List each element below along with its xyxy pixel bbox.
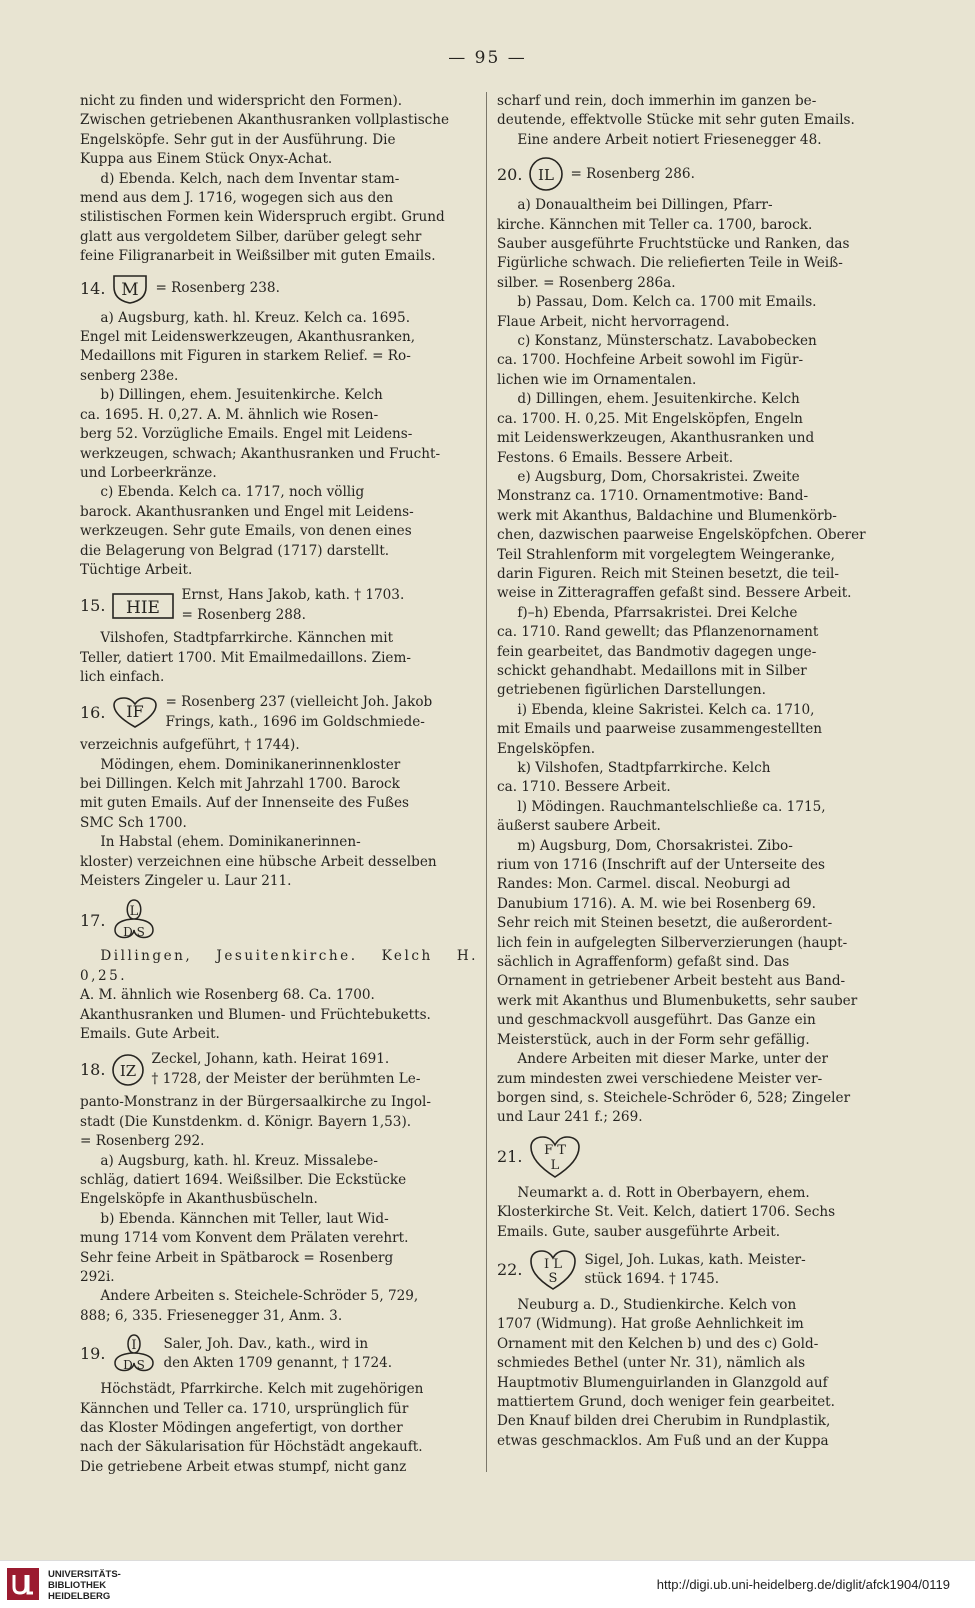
text-line: Teil Strahlenform mit vorgelegtem Weingeranke, [497, 546, 835, 563]
text-line: bei Dillingen. Kelch mit Jahrzahl 1700. Barock [80, 776, 400, 792]
hallmark-entry-16 [80, 693, 478, 732]
entry-number: 19. [80, 1344, 106, 1364]
text-line: werkzeugen. Sehr gute Emails, von denen eines [80, 523, 412, 540]
text-line: Emails. Gute Arbeit. [80, 1026, 220, 1043]
hallmark-entry-15 [80, 586, 478, 625]
text-line: ca. 1700. H. 0,25. Mit Engelsköpfen, Engeln [497, 410, 803, 427]
entry-number: 18. [80, 1060, 106, 1080]
text-line: m) Augsburg, Dom, Chorsakristei. Zibo- [517, 837, 793, 854]
text-line: Sehr reich mit Steinen besetzt, die außerordent- [497, 915, 833, 932]
text-line: Monstranz ca. 1710. Ornamentmotive: Band- [497, 488, 809, 505]
text-line: darin Figuren. Reich mit Steinen besetzt, die teil- [497, 565, 839, 582]
hallmark-letters: L [551, 1157, 560, 1173]
text-line: Ornament mit den Kelchen b) und des c) Gold- [497, 1335, 819, 1352]
text-line: deutende, effektvolle Stücke mit sehr guten Emails. [497, 112, 855, 129]
hallmark-heart-icon [111, 696, 159, 730]
text-line: Sauber ausgeführte Fruchtstücke und Ranken, das [497, 236, 850, 253]
source-url-link[interactable]: http://digi.ub.uni-heidelberg.de/diglit/afck1904/0119 [656, 1577, 950, 1592]
text-line: die Belagerung von Belgrad (1717) darstellt. [80, 542, 390, 559]
text-line: stadt (Die Kunstdenkm. d. Königr. Bayern 1,53). [80, 1113, 412, 1130]
hallmark-cloverleaf-icon [111, 1332, 157, 1376]
hallmark-letters: I L [544, 1256, 563, 1272]
text-line: barock. Akanthusranken und Engel mit Leidens- [80, 503, 414, 520]
text-line: k) Vilshofen, Stadtpfarrkirche. Kelch [517, 760, 771, 776]
text-line: sächlich in Agraffenform) gefaßt sind. Das [497, 954, 790, 971]
entry-reference: = Rosenberg 286. [570, 165, 695, 182]
hallmark-letters: HIE [126, 597, 161, 618]
entry-master-note: stück 1694. † 1745. [584, 1270, 720, 1287]
hallmark-letters: D S [123, 925, 146, 940]
hallmark-entry-18 [80, 1050, 478, 1089]
hallmark-letters: IL [538, 166, 555, 185]
entry-number: 21. [497, 1147, 523, 1167]
hallmark-circle-icon [111, 1053, 145, 1087]
text-line: etwas geschmacklos. Am Fuß und an der Kuppa [497, 1432, 829, 1449]
text-line: In Habstal (ehem. Dominikanerinnen- [100, 834, 361, 851]
entry-master-note: † 1728, der Meister der berühmten Le- [151, 1070, 421, 1087]
text-line: werk mit Akanthus, Baldachine und Blumenkörb- [497, 507, 837, 524]
text-line: schickt gehandhabt. Medaillons mit in Silber [497, 662, 807, 679]
viewer-footer [0, 1560, 975, 1608]
hallmark-heart-icon [528, 1248, 578, 1292]
text-line: borgen sind, s. Steichele-Schröder 6, 528; Zingeler [497, 1089, 851, 1106]
text-line: Klosterkirche St. Veit. Kelch, datiert 1706. Sechs [497, 1204, 836, 1221]
hallmark-entry-22 [497, 1248, 897, 1292]
text-line: c) Ebenda. Kelch ca. 1717, noch völlig [100, 484, 365, 501]
text-line: Neumarkt a. d. Rott in Oberbayern, ehem. [517, 1184, 810, 1201]
text-line: c) Konstanz, Münsterschatz. Lavabobecken [517, 333, 817, 350]
text-line: a) Donaualtheim bei Dillingen, Pfarr- [517, 197, 773, 214]
text-line: und geschmackvoll ausgeführt. Das Ganze ein [497, 1012, 816, 1029]
text-line: fein gearbeitet, das Bandmotiv dagegen unge- [497, 643, 817, 660]
text-line: Kännchen und Teller ca. 1710, ursprünglich für [80, 1400, 409, 1417]
text-line: Figürliche schwach. Die reliefierten Teile in Weiß- [497, 255, 843, 272]
entry-number: 17. [80, 910, 106, 930]
text-line: l) Mödingen. Rauchmantelschließe ca. 1715, [517, 798, 826, 815]
text-line: kloster) verzeichnen eine hübsche Arbeit desselben [80, 853, 437, 870]
text-line: mit Emails und paarweise zusammengestellten [497, 721, 823, 738]
text-line: werkzeugen, schwach; Akanthusranken und Frucht- [80, 445, 441, 462]
text-line: verzeichnis aufgeführt, † 1744). [80, 737, 300, 754]
entry-reference: = Rosenberg 288. [181, 606, 306, 623]
text-line: und Laur 241 f.; 269. [497, 1109, 643, 1126]
text-line: senberg 238e. [80, 367, 179, 384]
hallmark-entry-14 [80, 273, 478, 305]
text-line: Festons. 6 Emails. Bessere Arbeit. [497, 449, 734, 466]
text-line: lich fein in aufgelegten Silberverzierungen (haupt- [497, 934, 848, 951]
column-divider [486, 92, 487, 1472]
text-line: Engelsköpfen. [497, 740, 596, 757]
text-line: nicht zu finden und widerspricht den Formen). [80, 93, 403, 109]
text-line: mit guten Emails. Auf der Innenseite des Fußes [80, 795, 409, 812]
text-line: feine Filigranarbeit in Weißsilber mit guten Emails. [80, 248, 436, 265]
hallmark-letters: IZ [120, 1061, 137, 1080]
text-line: Mödingen, ehem. Dominikanerinnenkloster [100, 756, 401, 773]
text-line: Danubium 1716). A. M. wie bei Rosenberg 69. [497, 895, 816, 912]
text-line: chen, dazwischen paarweise Engelsköpfchen. Oberer [497, 527, 866, 544]
text-line: Eine andere Arbeit notiert Friesenegger 48. [517, 131, 822, 148]
hallmark-letters: I [131, 1338, 138, 1354]
text-line: lichen wie im Ornamentalen. [497, 371, 697, 388]
text-line: Randes: Mon. Carmel. discal. Neoburgi ad [497, 876, 791, 893]
text-line: Vilshofen, Stadtpfarrkirche. Kännchen mit [100, 630, 394, 647]
entry-master: Frings, kath., 1696 im Goldschmiede- [165, 713, 425, 730]
page-number: — 95 — [448, 48, 527, 68]
text-line: = Rosenberg 292. [80, 1133, 205, 1150]
right-column [497, 92, 897, 1451]
text-line: weise in Zitteragraffen gefaßt sind. Bessere Arbeit. [497, 585, 852, 602]
hallmark-entry-17 [80, 897, 478, 943]
hallmark-letters: M [121, 279, 140, 300]
left-column [80, 92, 478, 1477]
text-line: mattiertem Grund, doch weniger fein gearbeitet. [497, 1393, 835, 1410]
text-line: SMC Sch 1700. [80, 814, 187, 831]
text-line: lich einfach. [80, 668, 165, 685]
text-line: und Lorbeerkränze. [80, 464, 217, 481]
text-line: Engel mit Leidenswerkzeugen, Akanthusranken, [80, 329, 416, 346]
text-line: mend aus dem J. 1716, wogegen sich aus den [80, 190, 394, 207]
entry-master: Sigel, Joh. Lukas, kath. Meister- [584, 1251, 806, 1268]
text-line: Meisters Zingeler u. Laur 211. [80, 873, 292, 890]
text-line: Emails. Gute, sauber ausgeführte Arbeit. [497, 1223, 781, 1240]
text-line: Sehr feine Arbeit in Spätbarock = Rosenberg [80, 1249, 394, 1266]
text-line: Engelsköpfe in Akanthusbüscheln. [80, 1191, 318, 1208]
entry-number: 14. [80, 278, 106, 298]
text-line: ca. 1710. Rand gewellt; das Pflanzenornament [497, 624, 819, 641]
text-line: zum mindesten zwei verschiedene Meister ver- [497, 1070, 823, 1087]
text-line: Tüchtige Arbeit. [80, 561, 193, 578]
text-line: ca. 1695. H. 0,27. A. M. ähnlich wie Rosen- [80, 406, 379, 423]
text-line: b) Dillingen, ehem. Jesuitenkirche. Kelch [100, 387, 383, 404]
text-line: e) Augsburg, Dom, Chorsakristei. Zweite [517, 468, 800, 485]
entry-number: 22. [497, 1260, 523, 1280]
text-line: b) Ebenda. Kännchen mit Teller, laut Wid- [100, 1210, 389, 1227]
text-line: getriebenen figürlichen Darstellungen. [497, 682, 766, 699]
entry-reference: = Rosenberg 238. [155, 279, 280, 296]
text-line: panto-Monstranz in der Bürgersaalkirche zu Ingol- [80, 1094, 431, 1111]
text-line: 292i. [80, 1268, 115, 1285]
text-line: das Kloster Mödingen angefertigt, von dorther [80, 1419, 403, 1436]
text-line: Ornament in getriebener Arbeit besteht aus Band- [497, 973, 846, 990]
hallmark-shield-icon [111, 273, 149, 305]
text-line: Andere Arbeiten mit dieser Marke, unter der [517, 1051, 829, 1068]
text-line: ca. 1710. Bessere Arbeit. [497, 779, 671, 796]
hallmark-heart-icon [528, 1134, 582, 1180]
text-line: Teller, datiert 1700. Mit Emailmedaillons. Ziem- [80, 649, 411, 666]
entry-master: Zeckel, Johann, kath. Heirat 1691. [151, 1051, 390, 1068]
hallmark-circle-icon [528, 156, 564, 192]
hallmark-entry-21 [497, 1134, 897, 1180]
hallmark-entry-19 [80, 1332, 478, 1376]
text-line: Kuppa aus Einem Stück Onyx-Achat. [80, 151, 333, 168]
text-line: schmiedes Bethel (unter Nr. 31), nämlich als [497, 1355, 806, 1372]
hallmark-letters: IF [126, 701, 145, 721]
hallmark-entry-20 [497, 156, 897, 192]
text-line: berg 52. Vorzügliche Emails. Engel mit Leidens- [80, 426, 413, 443]
text-line: A. M. ähnlich wie Rosenberg 68. Ca. 1700. [80, 987, 375, 1004]
text-line: d) Dillingen, ehem. Jesuitenkirche. Kelch [517, 391, 800, 408]
text-line: scharf und rein, doch immerhin im ganzen be- [497, 93, 817, 109]
text-line: a) Augsburg, kath. hl. Kreuz. Missalebe- [100, 1152, 378, 1169]
text-line: Hauptmotiv Blumenguirlanden in Glanzgold auf [497, 1374, 828, 1391]
text-line: nach der Säkularisation für Höchstädt angekauft. [80, 1439, 423, 1456]
entry-number: 20. [497, 164, 523, 184]
text-line: mit Leidenswerkzeugen, Akanthusranken und [497, 430, 815, 447]
text-line: schläg, datiert 1694. Weißsilber. Die Eckstücke [80, 1171, 407, 1188]
text-line: Andere Arbeiten s. Steichele-Schröder 5, 729, [100, 1288, 419, 1305]
text-line: Akanthusranken und Blumen- und Früchtebuketts. [80, 1006, 431, 1023]
text-line: d) Ebenda. Kelch, nach dem Inventar stam- [100, 170, 400, 187]
text-line: f)–h) Ebenda, Pfarrsakristei. Drei Kelche [517, 604, 798, 621]
hallmark-rectangle-icon [111, 591, 175, 621]
text-line: Flaue Arbeit, nicht hervorragend. [497, 313, 730, 330]
text-line: Medaillons mit Figuren in starkem Relief. = Ro- [80, 348, 411, 365]
text-line: Dillingen, Jesuitenkirche. Kelch H. 0,25. [80, 948, 478, 984]
text-line: Zwischen getriebenen Akanthusranken vollplastische [80, 112, 450, 129]
text-line: Neuburg a. D., Studienkirche. Kelch von [517, 1296, 797, 1313]
entry-number: 15. [80, 596, 106, 616]
institution-name: UNIVERSITÄTS- BIBLIOTHEK HEIDELBERG [48, 1569, 121, 1602]
text-line: i) Ebenda, kleine Sakristei. Kelch ca. 1710, [517, 701, 815, 718]
entry-master-note: den Akten 1709 genannt, † 1724. [163, 1355, 393, 1372]
text-line: werk mit Akanthus und Blumenbuketts, sehr sauber [497, 992, 858, 1009]
text-line: Den Knauf bilden drei Cherubim in Rundplastik, [497, 1413, 831, 1430]
university-library-logo-icon [6, 1567, 40, 1601]
text-line: silber. = Rosenberg 286a. [497, 274, 676, 291]
text-line: kirche. Kännchen mit Teller ca. 1700, barock. [497, 216, 813, 233]
entry-master: Saler, Joh. Dav., kath., wird in [163, 1335, 369, 1352]
entry-master: Ernst, Hans Jakob, kath. † 1703. [181, 587, 405, 604]
text-line: 888; 6, 335. Friesenegger 31, Anm. 3. [80, 1307, 343, 1324]
text-line: 1707 (Widmung). Hat große Aehnlichkeit im [497, 1316, 804, 1333]
text-line: a) Augsburg, kath. hl. Kreuz. Kelch ca. 1695. [100, 309, 411, 326]
text-line: Engelsköpfe. Sehr gut in der Ausführung. Die [80, 131, 396, 148]
text-line: Die getriebene Arbeit etwas stumpf, nicht ganz [80, 1458, 407, 1475]
hallmark-letters: F T [544, 1142, 567, 1158]
entry-number: 16. [80, 703, 106, 723]
text-line: glatt aus vergoldetem Silber, darüber gelegt sehr [80, 228, 422, 245]
text-line: Meisterstück, auch in der Form sehr gefällig. [497, 1031, 810, 1048]
text-line: ca. 1700. Hochfeine Arbeit sowohl im Figür- [497, 352, 804, 369]
text-line: mung 1714 vom Konvent dem Prälaten verehrt. [80, 1230, 409, 1247]
hallmark-letters: L [130, 904, 139, 920]
text-line: rium von 1716 (Inschrift auf der Unterseite des [497, 857, 826, 874]
text-line: Höchstädt, Pfarrkirche. Kelch mit zugehörigen [100, 1381, 424, 1398]
hallmark-letters: D S [123, 1358, 146, 1373]
hallmark-cloverleaf-icon [111, 897, 157, 943]
text-line: äußerst saubere Arbeit. [497, 818, 661, 835]
hallmark-letters: S [549, 1270, 558, 1286]
entry-reference: = Rosenberg 237 (vielleicht Joh. Jakob [165, 694, 433, 711]
text-line: stilistischen Formen kein Widerspruch ergibt. Grund [80, 209, 445, 226]
text-line: b) Passau, Dom. Kelch ca. 1700 mit Emails. [517, 294, 817, 311]
